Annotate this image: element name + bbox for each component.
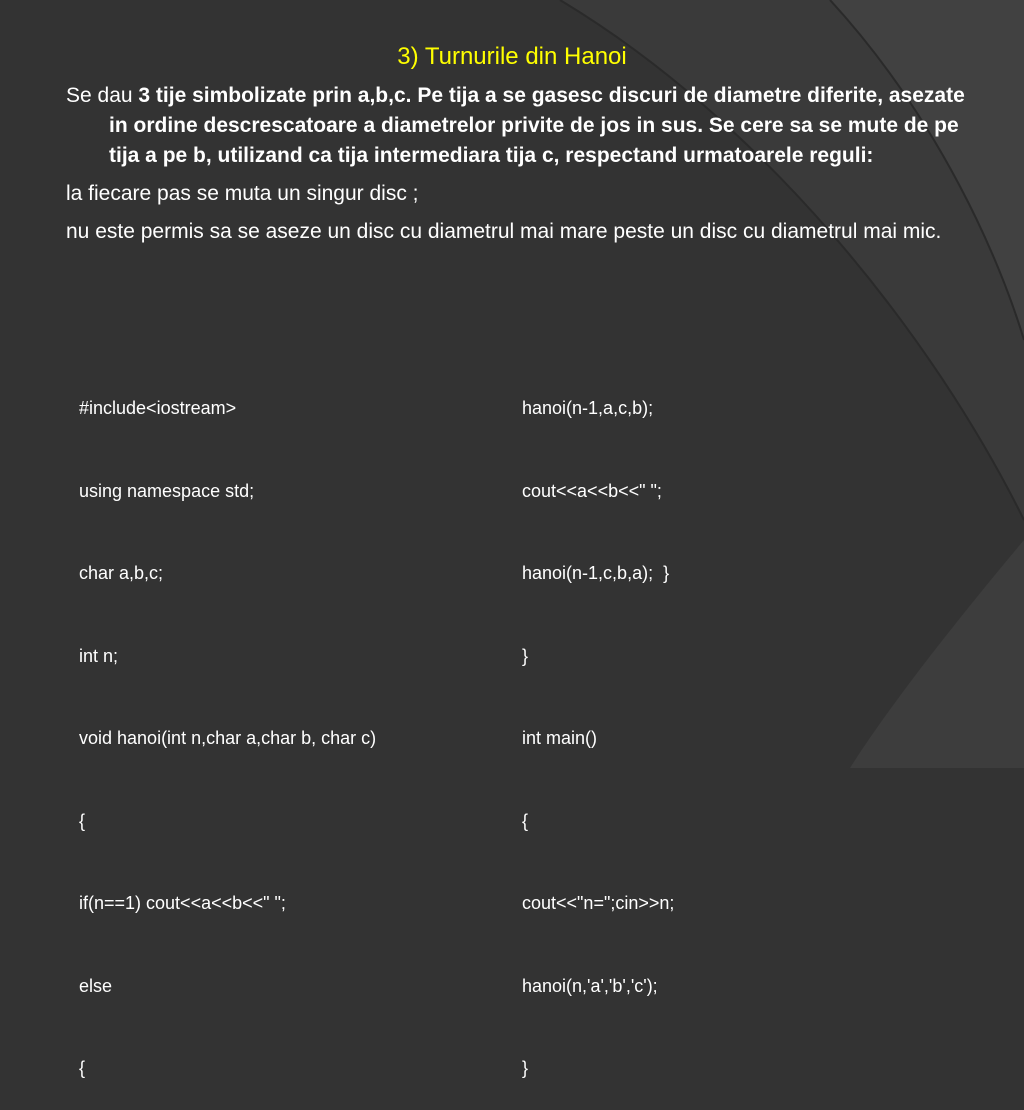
code-block-left <box>79 340 376 1110</box>
code-line: hanoi(n-1,c,b,a); } <box>522 563 670 583</box>
code-line: char a,b,c; <box>79 563 164 583</box>
code-line: cout<<"n=";cin>>n; <box>522 893 675 913</box>
code-line: using namespace std; <box>79 480 255 501</box>
code-line: hanoi(n,'a','b','c'); <box>522 975 658 996</box>
code-line: else <box>79 975 113 996</box>
code-line: int main() <box>522 728 598 748</box>
code-line: void hanoi(int n,char a,char b, char c) <box>79 728 377 748</box>
intro-prefix: Se dau <box>66 84 139 107</box>
code-line: { <box>79 1058 86 1078</box>
code-line: { <box>79 810 86 831</box>
code-line: cout<<a<<b<<" "; <box>522 480 662 501</box>
code-line: #include<iostream> <box>79 398 237 418</box>
code-line: } <box>522 645 529 666</box>
intro-paragraph <box>66 81 966 171</box>
code-line: } <box>522 1058 529 1078</box>
slide-title: 3) Turnurile din Hanoi <box>397 43 627 70</box>
code-line: hanoi(n-1,a,c,b); <box>522 398 654 418</box>
rule-item: nu este permis sa se aseze un disc cu diametrul mai mare peste un disc cu diametrul mai mic. <box>66 220 942 243</box>
code-line: if(n==1) cout<<a<<b<<" "; <box>79 893 286 913</box>
code-line: { <box>522 810 529 831</box>
code-line: int n; <box>79 645 119 666</box>
code-block-right <box>522 340 674 1110</box>
intro-bold-text: 3 tije simbolizate prin a,b,c. Pe tija a se gasesc discuri de diametre diferite, asezate in ordine descrescatoare a diametrelor privite de jos in sus. Se cere sa se mute de pe tija a pe b, utilizand ca tija intermediara tija c, respectand urmatoarele reguli: <box>109 84 965 167</box>
rule-item: la fiecare pas se muta un singur disc ; <box>66 182 419 205</box>
bullet-list <box>66 81 966 255</box>
